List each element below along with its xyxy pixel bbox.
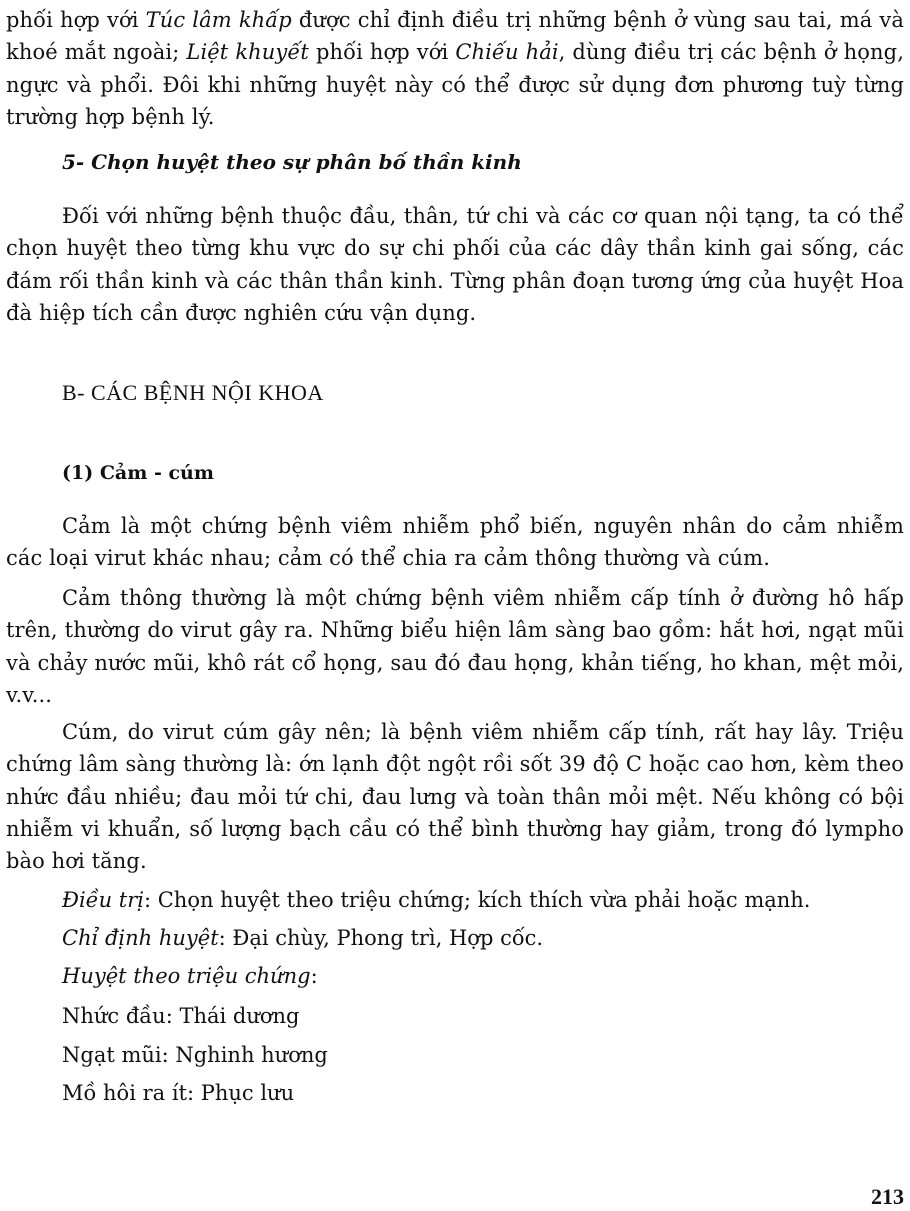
- intro-text-4: , dùng điều trị các bệnh ở họng, ngực và phổi. Đôi khi những huyệt này có thể được sử dụng đơn phương tuỳ từng trường hợp bệnh lý.: [6, 40, 904, 129]
- symptom-item: Mồ hôi ra ít: Phục lưu: [62, 1081, 295, 1105]
- section-5-title: 5- Chọn huyệt theo sự phân bố thần kinh: [62, 150, 522, 174]
- paragraph-cam-thong-thuong: Cảm thông thường là một chứng bệnh viêm nhiễm cấp tính ở đường hô hấp trên, thường do virut gây ra. Những biểu hiện lâm sàng bao gồm: hắt hơi, ngạt mũi và chảy nước mũi, khô rát cổ họng, sau đó đau họng, khản tiếng, ho khan, mệt mỏi, v.v...: [6, 586, 904, 707]
- part-b-heading: B- CÁC BỆNH NỘI KHOA: [62, 380, 324, 405]
- indicated-text: : Đại chùy, Phong trì, Hợp cốc.: [218, 926, 544, 950]
- treatment-text: : Chọn huyệt theo triệu chứng; kích thích vừa phải hoặc mạnh.: [143, 888, 811, 912]
- symptom-item: Nhức đầu: Thái dương: [62, 1004, 300, 1028]
- intro-text-2: được chỉ định điều trị những bệnh ở vùng sau tai, má và khoé mắt ngoài;: [6, 8, 904, 65]
- indicated-label: Chỉ định huyệt: [62, 926, 219, 950]
- section-5-paragraph: Đối với những bệnh thuộc đầu, thân, tứ chi và các cơ quan nội tạng, ta có thể chọn huyệt theo từng khu vực do sự chi phối của các dây thần kinh gai sống, các đám rối thần kinh và các thân thần kinh. Từng phân đoạn tương ứng của huyệt Hoa đà hiệp tích cần được nghiên cứu vận dụng.: [6, 204, 904, 325]
- item-1-title: (1) Cảm - cúm: [62, 462, 214, 484]
- symptom-points-line: [62, 961, 318, 991]
- symptom-item: Ngạt mũi: Nghinh hương: [62, 1043, 328, 1067]
- treatment-label: Điều trị: [62, 888, 144, 912]
- paragraph-cam: Cảm là một chứng bệnh viêm nhiễm phổ biến, nguyên nhân do cảm nhiễm các loại virut khác nhau; cảm có thể chia ra cảm thông thường và cúm.: [6, 514, 904, 571]
- page-number: 213: [871, 1184, 904, 1209]
- point-tuc-lam-khap: Túc lâm khấp: [145, 8, 292, 32]
- symptom-points-label: Huyệt theo triệu chứng: [62, 964, 311, 988]
- intro-text-1: phối hợp với: [6, 8, 146, 32]
- symptom-points-colon: :: [310, 964, 318, 988]
- paragraph-cum: Cúm, do virut cúm gây nên; là bệnh viêm nhiễm cấp tính, rất hay lây. Triệu chứng lâm sàng thường là: ớn lạnh đột ngột rồi sốt 39 độ C hoặc cao hơn, kèm theo nhức đầu nhiều; đau mỏi tứ chi, đau lưng và toàn thân mỏi mệt. Nếu không có bội nhiễm vi khuẩn, số lượng bạch cầu có thể bình thường hay giảm, trong đó lympho bào hơi tăng.: [6, 720, 904, 874]
- indicated-points-line: [62, 923, 543, 953]
- intro-text-3: phối hợp với: [308, 40, 456, 65]
- point-chieu-hai: Chiếu hải: [455, 40, 559, 65]
- intro-paragraph: [6, 4, 904, 133]
- point-liet-khuyet: Liệt khuyết: [186, 40, 309, 65]
- treatment-line: [62, 885, 810, 915]
